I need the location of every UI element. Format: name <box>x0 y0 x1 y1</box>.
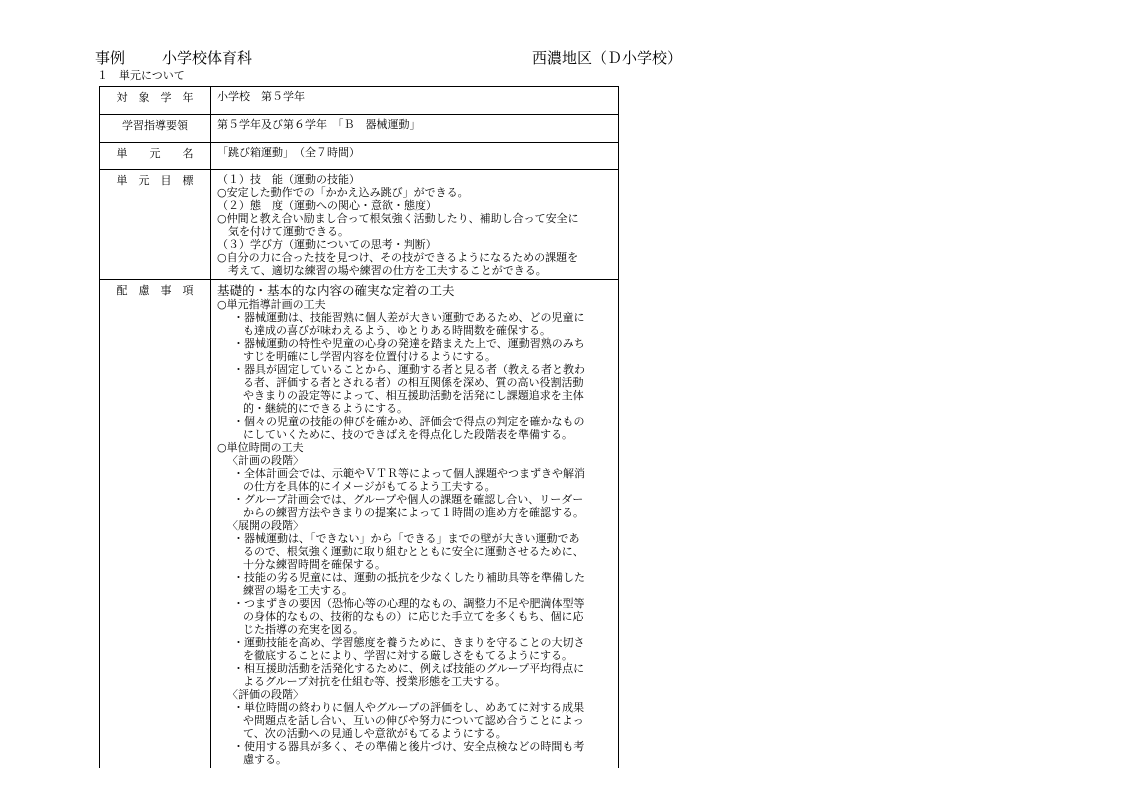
text-line: 小学校 第５学年 <box>217 90 305 103</box>
text-line: 第５学年及び第６学年 「Ｂ 器械運動」 <box>217 118 421 131</box>
region-label: 西濃地区（Ｄ小学校） <box>532 49 683 67</box>
text-line: 的・継続的にできるようにする。 <box>243 402 408 415</box>
text-line: 十分な練習時間を確保する。 <box>243 558 386 571</box>
case-label: 事例 <box>95 49 126 67</box>
text-line: ・器械運動は、技能習熟に個人差が大きい運動であるため、どの児童に <box>233 311 585 324</box>
text-line: や問題点を話し合い、互いの伸びや努力について認め合うことによっ <box>243 714 584 727</box>
text-line: 練習の場を工夫する。 <box>243 584 353 597</box>
text-line: 気を付けて運動できる。 <box>217 225 349 238</box>
text-line: 〈評価の段階〉 <box>227 688 304 701</box>
text-line: ・個々の児童の技能の伸びを確かめ、評価会で得点の判定を確かなもの <box>233 415 585 428</box>
row-label: 学習指導要領 <box>100 115 211 143</box>
text-line: すじを明確にし学習内容を位置付けるようにする。 <box>243 350 496 363</box>
text-line: 慮する。 <box>243 753 287 766</box>
text-line: ・器具が固定していることから、運動する者と見る者（教える者と教わ <box>233 363 585 376</box>
row-label: 単 元 名 <box>100 143 211 170</box>
row-label: 配 慮 事 項 <box>100 280 211 769</box>
row-value <box>211 87 619 115</box>
row-value <box>211 115 619 143</box>
text-line: ○安定した動作での「かかえ込み跳び」ができる。 <box>217 186 469 199</box>
text-line: やきまりの設定等によって、相互援助活動を活発にし課題追求を主体 <box>243 389 584 402</box>
text-line: ・全体計画会では、示範やＶＴＲ等によって個人課題やつまずきや解消 <box>233 467 585 480</box>
text-line: ・グループ計画会では、グループや個人の課題を確認し合い、リーダー <box>233 493 584 506</box>
text-line: ・技能の劣る児童には、運動の抵抗を少なくしたり補助具等を準備した <box>233 571 585 584</box>
text-line: ・使用する器具が多く、その準備と後片づけ、安全点検などの時間も考 <box>233 740 585 753</box>
text-line: ○仲間と教え合い励まし合って根気強く活動したり、補助し合って安全に <box>217 212 579 225</box>
text-line: ・つまずきの要因（恐怖心等の心理的なもの、調整力不足や肥満体型等 <box>233 597 585 610</box>
text-line: の身体的なもの、技術的なもの）に応じた手立てを多くもち、個に応 <box>243 610 584 623</box>
text-line: にしていくために、技のできばえを得点化した段階表を準備する。 <box>243 428 573 441</box>
text-line: （３）学び方（運動についての思考・判断） <box>217 238 437 251</box>
text-line: 〈展開の段階〉 <box>227 519 304 532</box>
text-line: （１）技 能（運動の技能） <box>217 173 360 186</box>
text-line: ・運動技能を高め、学習態度を養うために、きまりを守ることの大切さ <box>233 636 585 649</box>
text-line: るので、根気強く運動に取り組むとともに安全に運動させるために、 <box>243 545 584 558</box>
text-line: ・相互援助活動を活発化するために、例えば技能のグループ平均得点に <box>233 662 585 675</box>
section-heading: １ 単元について <box>97 69 185 82</box>
row-value <box>211 170 619 280</box>
text-line: （２）態 度（運動への関心・意欲・態度） <box>217 199 437 212</box>
table-row <box>100 115 619 143</box>
text-line: じた指導の充実を図る。 <box>243 623 364 636</box>
text-line: の仕方を具体的にイメージがもてるよう工夫する。 <box>243 480 496 493</box>
table-row <box>100 143 619 170</box>
text-line: ・単位時間の終わりに個人やグループの評価をし、めあてに対する成果 <box>233 701 585 714</box>
subject-title: 小学校体育科 <box>162 49 253 67</box>
text-line: 基礎的・基本的な内容の確実な定着の工夫 <box>217 283 455 298</box>
row-label: 単 元 目 標 <box>100 170 211 280</box>
row-value <box>211 143 619 170</box>
text-line: を徹底することにより、学習に対する厳しさをもてるようにする。 <box>243 649 573 662</box>
table-row <box>100 170 619 280</box>
text-line: も達成の喜びが味わえるよう、ゆとりある時間数を確保する。 <box>243 324 551 337</box>
row-value <box>211 280 619 769</box>
text-line: よるグループ対抗を仕組む等、授業形態を工夫する。 <box>243 675 507 688</box>
table-row <box>100 87 619 115</box>
text-line: からの練習方法やきまりの提案によって１時間の進め方を確認する。 <box>243 506 584 519</box>
table-row <box>100 280 619 769</box>
text-line: 考えて、適切な練習の場や練習の仕方を工夫することができる。 <box>217 264 547 277</box>
text-line: 「跳び箱運動」 （全７時間） <box>217 146 360 159</box>
text-line: ○単位時間の工夫 <box>217 441 304 454</box>
text-line: ○自分の力に合った技を見つけ、その技ができるようになるための課題を <box>217 251 579 264</box>
text-line: ・器械運動は、「できない」から「できる」までの壁が大きい運動であ <box>233 532 580 545</box>
row-label: 対 象 学 年 <box>100 87 211 115</box>
text-line: て、次の活動への見通しや意欲がもてるようにする。 <box>243 727 507 740</box>
text-line: る者、評価する者とされる者）の相互関係を深め、質の高い役割活動 <box>243 376 584 389</box>
unit-table <box>99 86 619 768</box>
text-line: ・器械運動の特性や児童の心身の発達を踏まえた上で、運動習熟のみち <box>233 337 585 350</box>
text-line: ○単元指導計画の工夫 <box>217 298 326 311</box>
text-line: 〈計画の段階〉 <box>227 454 304 467</box>
